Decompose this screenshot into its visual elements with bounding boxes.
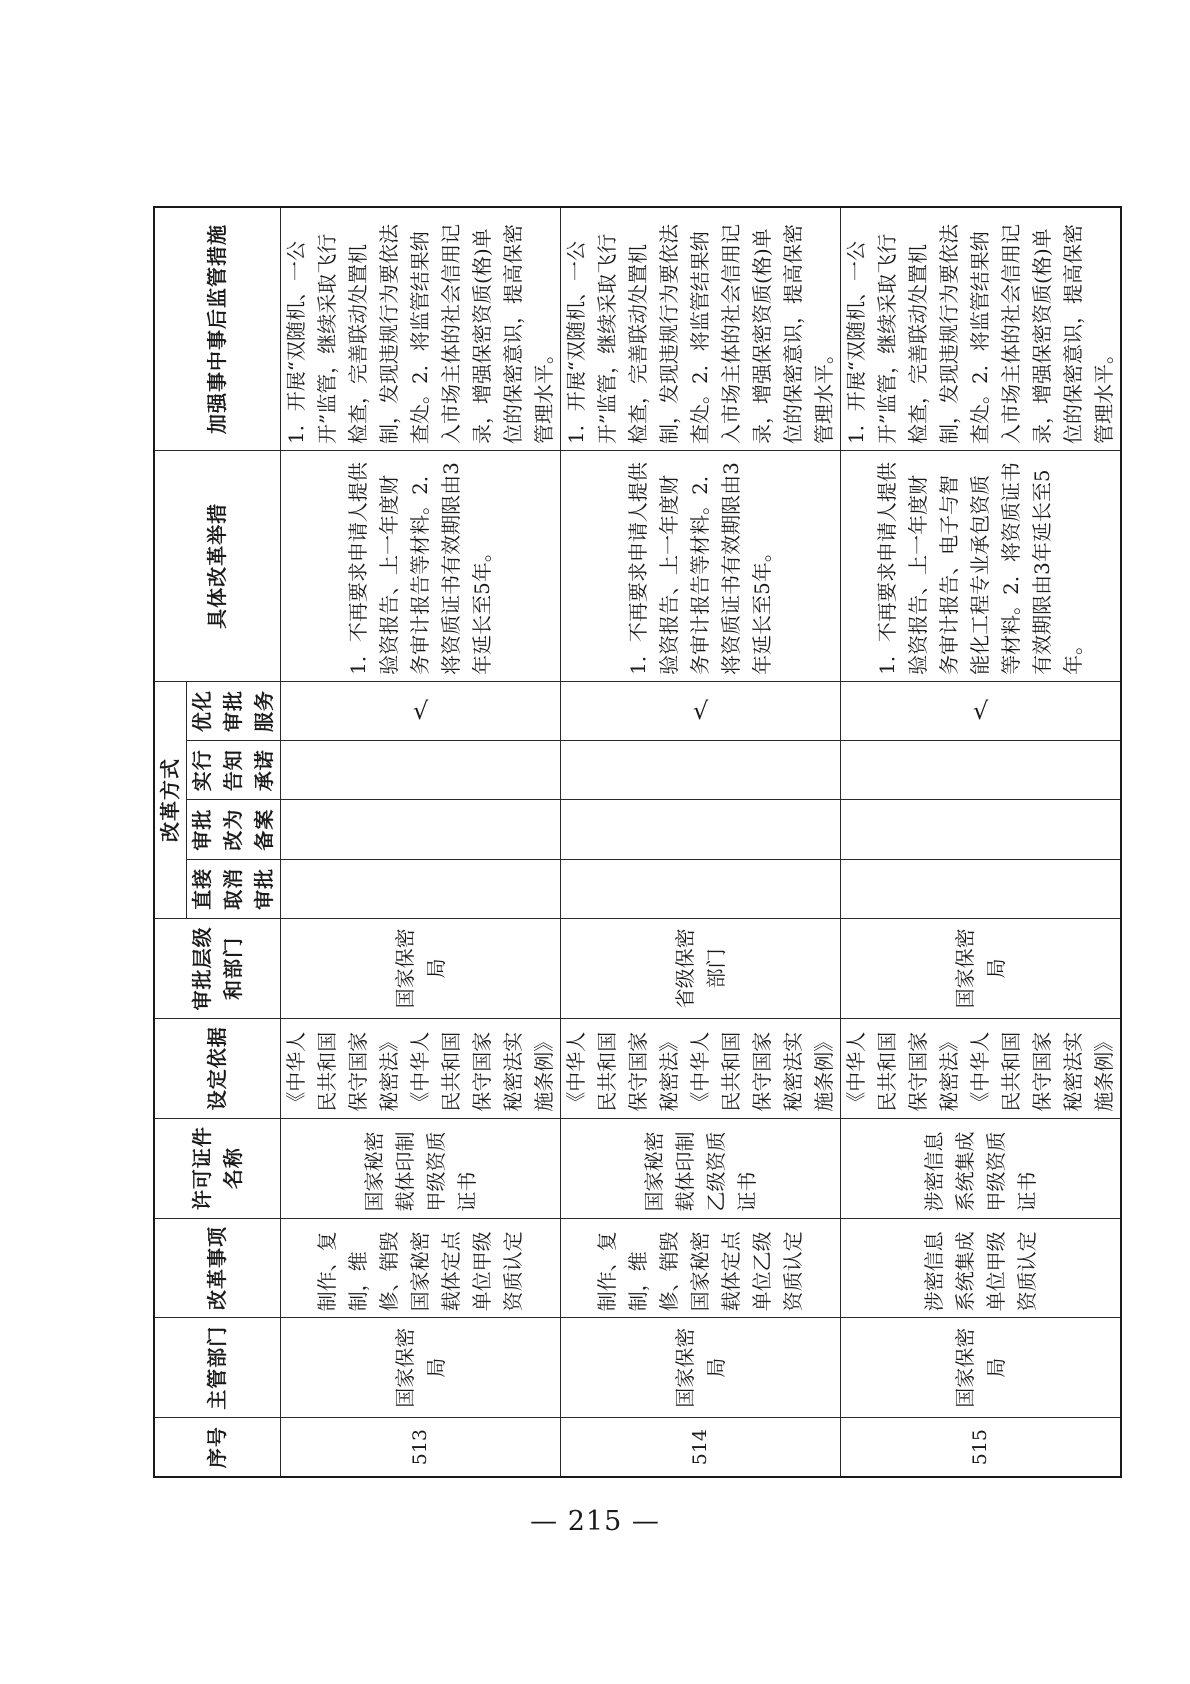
cell-approval-dept: 省级保密部门 [561,919,841,1019]
header-approval-dept: 审批层级和部门 [154,919,281,1019]
cell-mode-optimize [561,681,841,740]
cell-mode-notify [561,741,841,800]
header-measures: 具体改革举措 [154,450,281,681]
header-basis: 设定依据 [154,1018,281,1118]
cell-dept: 国家保密局 [561,1318,841,1418]
table-row [841,207,1122,1477]
cell-mode-optimize [281,681,561,740]
rotated-table [153,206,1116,1478]
header-item: 改革事项 [154,1218,281,1318]
header-mode-cancel: 直接取消审批 [187,859,281,918]
cell-license: 国家秘密载体印制乙级资质证书 [561,1118,841,1218]
cell-seq: 513 [281,1418,561,1477]
cell-item: 制作、复制，维修、销毁国家秘密载体定点单位乙级资质认定 [561,1218,841,1318]
cell-approval-dept: 国家保密局 [841,919,1122,1019]
cell-mode-cancel [561,859,841,918]
cell-approval-dept: 国家保密局 [281,919,561,1019]
cell-measures: 1．不再要求申请人提供验资报告、上一年度财务审计报告等材料。2．将资质证书有效期限由3年延长至5年。 [561,450,841,681]
check-mark: √ [692,696,709,725]
cell-mode-optimize [841,681,1122,740]
header-seq: 序号 [154,1418,281,1477]
cell-supervision: 1．开展“双随机、一公开”监管，继续采取飞行检查，完善联动处置机制，发现违规行为要依法查处。2．将监管结果纳入市场主体的社会信用记录，增强保密资质(格)单位的保密意识，提高保密管理水平。 [841,207,1122,450]
header-mode-record: 审批改为备案 [187,800,281,859]
cell-mode-cancel [281,859,561,918]
cell-dept: 国家保密局 [281,1318,561,1418]
cell-license: 国家秘密载体印制甲级资质证书 [281,1118,561,1218]
cell-mode-notify [841,741,1122,800]
cell-item: 制作、复制，维修、销毁国家秘密载体定点单位甲级资质认定 [281,1218,561,1318]
header-reform-mode: 改革方式 [154,681,187,918]
reform-table [153,206,1122,1478]
cell-supervision: 1．开展“双随机、一公开”监管，继续采取飞行检查，完善联动处置机制，发现违规行为要依法查处。2．将监管结果纳入市场主体的社会信用记录，增强保密资质(格)单位的保密意识，提高保密管理水平。 [281,207,561,450]
cell-basis: 《中华人民共和国保守国家秘密法》《中华人民共和国保守国家秘密法实施条例》 [281,1018,561,1118]
table-row [281,207,561,1477]
page-number: — 215 — [530,1506,660,1537]
header-license: 许可证件名称 [154,1118,281,1218]
cell-supervision: 1．开展“双随机、一公开”监管，继续采取飞行检查，完善联动处置机制，发现违规行为要依法查处。2．将监管结果纳入市场主体的社会信用记录，增强保密资质(格)单位的保密意识，提高保密管理水平。 [561,207,841,450]
rotated-table-container [153,206,1116,1478]
cell-mode-record [281,800,561,859]
check-mark: √ [412,696,429,725]
cell-mode-cancel [841,859,1122,918]
cell-mode-record [841,800,1122,859]
cell-dept: 国家保密局 [841,1318,1122,1418]
cell-measures: 1．不再要求申请人提供验资报告、上一年度财务审计报告、电子与智能化工程专业承包资质等材料。2．将资质证书有效期限由3年延长至5年。 [841,450,1122,681]
header-dept: 主管部门 [154,1318,281,1418]
cell-seq: 514 [561,1418,841,1477]
header-supervision: 加强事中事后监管措施 [154,207,281,450]
cell-basis: 《中华人民共和国保守国家秘密法》《中华人民共和国保守国家秘密法实施条例》 [561,1018,841,1118]
cell-mode-notify [281,741,561,800]
cell-mode-record [561,800,841,859]
header-mode-notify: 实行告知承诺 [187,741,281,800]
table-row [561,207,841,1477]
cell-seq: 515 [841,1418,1122,1477]
cell-basis: 《中华人民共和国保守国家秘密法》《中华人民共和国保守国家秘密法实施条例》 [841,1018,1122,1118]
cell-license: 涉密信息系统集成甲级资质证书 [841,1118,1122,1218]
cell-measures: 1．不再要求申请人提供验资报告、上一年度财务审计报告等材料。2．将资质证书有效期限由3年延长至5年。 [281,450,561,681]
header-mode-optimize: 优化审批服务 [187,681,281,740]
cell-item: 涉密信息系统集成单位甲级资质认定 [841,1218,1122,1318]
check-mark: √ [972,696,989,725]
